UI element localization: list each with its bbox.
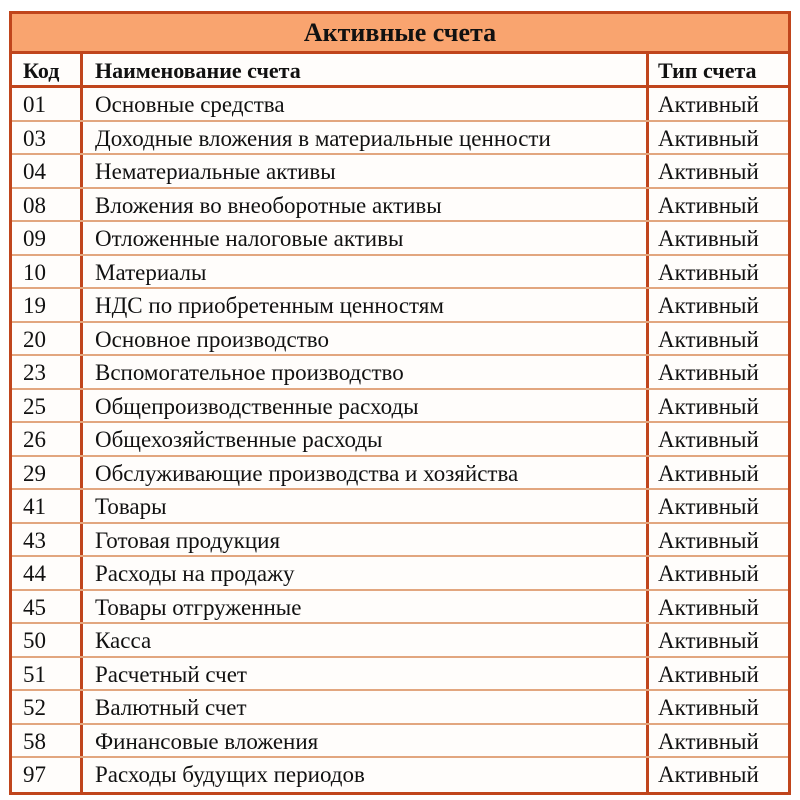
cell-type: Активный [658, 695, 759, 720]
cell-name: Товары [83, 490, 649, 522]
cell-code: 29 [12, 457, 83, 489]
cell-code: 19 [12, 289, 83, 321]
table-row [12, 691, 788, 725]
cell-type: Активный [658, 293, 759, 318]
table-row [12, 256, 788, 290]
table-row [12, 222, 788, 256]
cell-name: Отложенные налоговые активы [83, 222, 649, 254]
cell-type: Активный [658, 427, 759, 452]
table-row [12, 524, 788, 558]
cell-code: 23 [12, 356, 83, 388]
header-row [12, 54, 788, 88]
table-row [12, 758, 788, 792]
cell-name: Общепроизводственные расходы [83, 390, 649, 422]
cell-code: 20 [12, 323, 83, 355]
cell-code: 58 [12, 725, 83, 757]
cell-name: Финансовые вложения [83, 725, 649, 757]
cell-name: Основные средства [83, 88, 649, 120]
table-title: Активные счета [12, 14, 788, 54]
cell-name: Основное производство [83, 323, 649, 355]
cell-code: 52 [12, 691, 83, 723]
header-code: Код [12, 54, 83, 85]
table-row [12, 591, 788, 625]
cell-type: Активный [658, 125, 759, 151]
cell-type: Активный [658, 527, 759, 553]
cell-type: Активный [658, 628, 759, 653]
cell-name: Вспомогательное производство [83, 356, 649, 388]
cell-name: Нематериальные активы [83, 155, 649, 187]
cell-type: Активный [658, 661, 759, 687]
cell-code: 41 [12, 490, 83, 522]
cell-code: 03 [12, 122, 83, 154]
cell-code: 51 [12, 658, 83, 690]
cell-name: Расходы будущих периодов [83, 758, 649, 792]
cell-name: Валютный счет [83, 691, 649, 723]
cell-code: 09 [12, 222, 83, 254]
table-row [12, 356, 788, 390]
cell-type: Активный [658, 393, 759, 419]
header-name: Наименование счета [83, 54, 649, 85]
cell-type: Активный [658, 360, 759, 385]
table-row [12, 423, 788, 457]
cell-type: Активный [658, 192, 759, 218]
cell-type: Активный [658, 326, 759, 352]
cell-name: Касса [83, 624, 649, 656]
cell-name: Доходные вложения в материальные ценности [83, 122, 649, 154]
cell-type: Активный [658, 460, 759, 486]
cell-code: 26 [12, 423, 83, 455]
table-row [12, 490, 788, 524]
table-row [12, 155, 788, 189]
cell-type: Активный [658, 226, 759, 251]
cell-name: Расчетный счет [83, 658, 649, 690]
cell-type: Активный [658, 561, 759, 586]
table-row [12, 457, 788, 491]
table-row [12, 323, 788, 357]
cell-name: Обслуживающие производства и хозяйства [83, 457, 649, 489]
cell-type: Активный [658, 762, 759, 787]
table-row [12, 122, 788, 156]
table-row [12, 658, 788, 692]
table-row [12, 390, 788, 424]
active-accounts-table [9, 11, 791, 795]
cell-type: Активный [658, 494, 759, 519]
table-row [12, 725, 788, 759]
cell-type: Активный [658, 594, 759, 620]
cell-code: 97 [12, 758, 83, 792]
table-row [12, 88, 788, 122]
cell-code: 10 [12, 256, 83, 288]
table-row [12, 624, 788, 658]
cell-code: 44 [12, 557, 83, 589]
cell-name: Товары отгруженные [83, 591, 649, 623]
cell-name: Вложения во внеоборотные активы [83, 189, 649, 221]
cell-name: Расходы на продажу [83, 557, 649, 589]
cell-code: 04 [12, 155, 83, 187]
cell-type: Активный [658, 92, 759, 117]
cell-code: 25 [12, 390, 83, 422]
cell-code: 43 [12, 524, 83, 556]
table-row [12, 189, 788, 223]
cell-name: Материалы [83, 256, 649, 288]
cell-code: 50 [12, 624, 83, 656]
cell-code: 01 [12, 88, 83, 120]
cell-code: 08 [12, 189, 83, 221]
cell-name: НДС по приобретенным ценностям [83, 289, 649, 321]
cell-type: Активный [658, 259, 759, 285]
cell-code: 45 [12, 591, 83, 623]
header-type: Тип счета [658, 58, 757, 83]
cell-name: Готовая продукция [83, 524, 649, 556]
table-row [12, 557, 788, 591]
cell-type: Активный [658, 159, 759, 184]
table-row [12, 289, 788, 323]
cell-type: Активный [658, 728, 759, 754]
cell-name: Общехозяйственные расходы [83, 423, 649, 455]
